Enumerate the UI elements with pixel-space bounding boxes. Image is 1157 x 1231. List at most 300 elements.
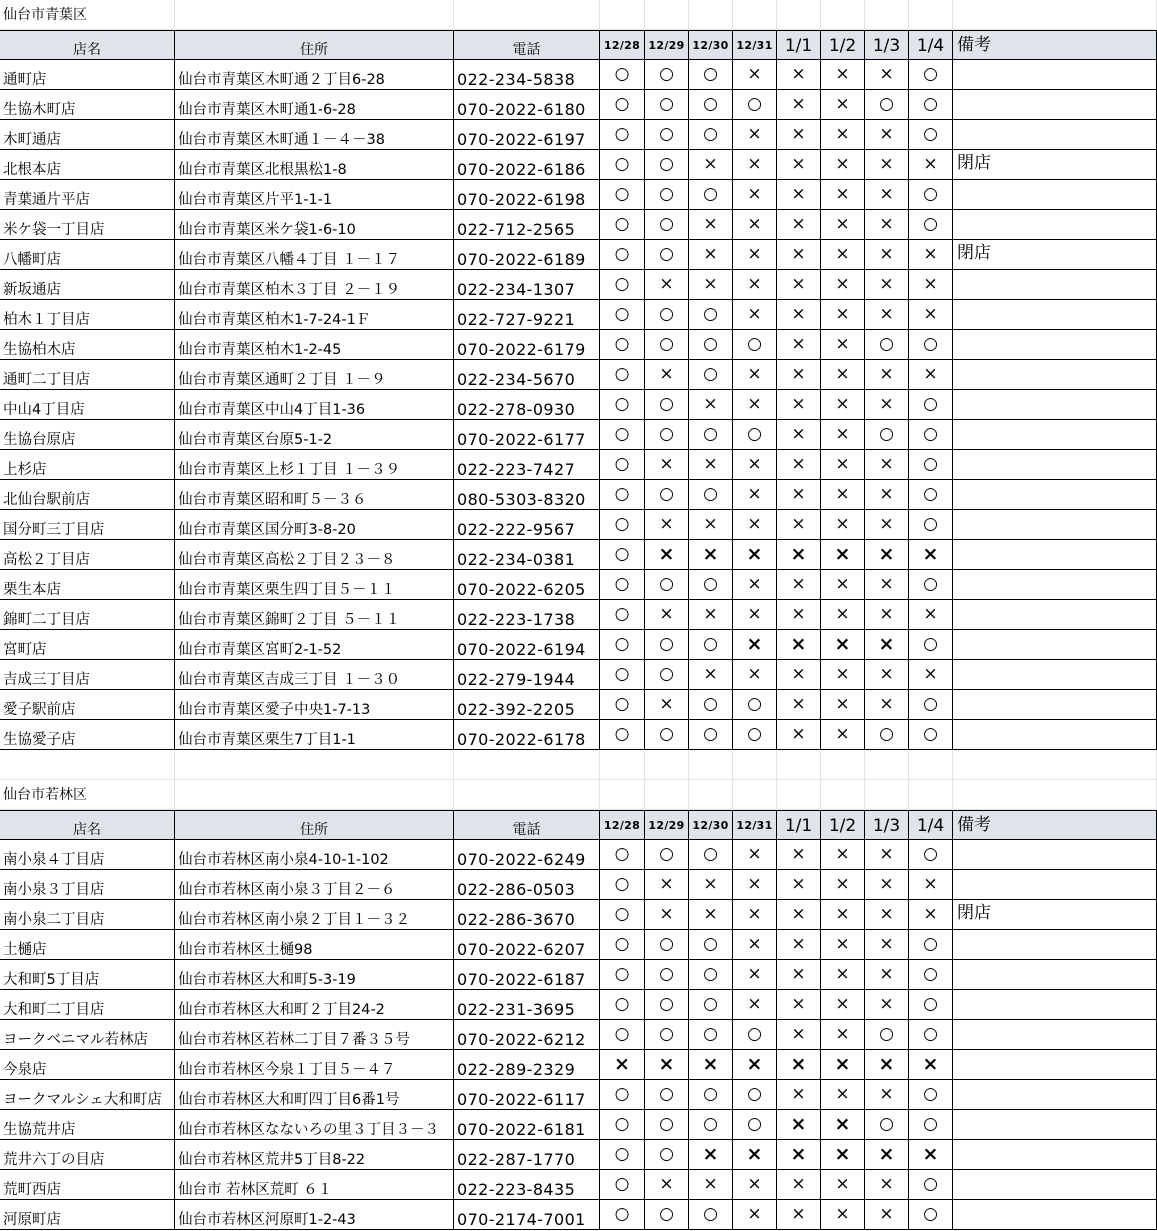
address-cell[interactable]: 仙台市若林区なないろの里３丁目３－３: [175, 1110, 454, 1140]
note-cell[interactable]: [953, 600, 1157, 630]
phone-cell[interactable]: 022-234-0381: [454, 540, 600, 570]
open-mark-cell[interactable]: ○: [909, 630, 953, 660]
header-note[interactable]: 備考: [953, 810, 1157, 840]
closed-mark-cell[interactable]: ×: [733, 240, 777, 270]
open-mark-cell[interactable]: ○: [645, 1140, 689, 1170]
open-mark-cell[interactable]: ○: [645, 960, 689, 990]
closed-mark-cell[interactable]: ×: [821, 150, 865, 180]
open-mark-cell[interactable]: ○: [600, 120, 645, 150]
open-mark-cell[interactable]: ○: [689, 1110, 733, 1140]
closed-mark-cell[interactable]: ×: [821, 630, 865, 660]
closed-mark-cell[interactable]: ×: [909, 1140, 953, 1170]
note-cell[interactable]: [953, 1080, 1157, 1110]
header-date[interactable]: 1/3: [865, 810, 909, 840]
closed-mark-cell[interactable]: ×: [777, 420, 821, 450]
header-date[interactable]: 1/4: [909, 810, 953, 840]
address-cell[interactable]: 仙台市青葉区片平1-1-1: [175, 180, 454, 210]
closed-mark-cell[interactable]: ×: [733, 990, 777, 1020]
open-mark-cell[interactable]: ○: [909, 330, 953, 360]
empty-cell[interactable]: [689, 0, 733, 30]
phone-cell[interactable]: 070-2022-6205: [454, 570, 600, 600]
header-phone[interactable]: 電話: [454, 810, 600, 840]
address-cell[interactable]: 仙台市青葉区木町通１－４－38: [175, 120, 454, 150]
note-cell[interactable]: [953, 180, 1157, 210]
closed-mark-cell[interactable]: ×: [821, 510, 865, 540]
address-cell[interactable]: 仙台市青葉区錦町２丁目 ５－１１: [175, 600, 454, 630]
closed-mark-cell[interactable]: ×: [865, 960, 909, 990]
closed-mark-cell[interactable]: ×: [777, 540, 821, 570]
closed-mark-cell[interactable]: ×: [777, 690, 821, 720]
closed-mark-cell[interactable]: ×: [909, 150, 953, 180]
closed-mark-cell[interactable]: ×: [777, 900, 821, 930]
store-name-cell[interactable]: ヨークマルシェ大和町店: [0, 1080, 175, 1110]
address-cell[interactable]: 仙台市青葉区柏木1-7-24-1Ｆ: [175, 300, 454, 330]
closed-mark-cell[interactable]: ×: [733, 570, 777, 600]
open-mark-cell[interactable]: ○: [689, 180, 733, 210]
empty-cell[interactable]: [645, 0, 689, 30]
store-name-cell[interactable]: ヨークベニマル若林店: [0, 1020, 175, 1050]
empty-cell[interactable]: [953, 780, 1157, 810]
closed-mark-cell[interactable]: ×: [689, 210, 733, 240]
open-mark-cell[interactable]: ○: [909, 90, 953, 120]
open-mark-cell[interactable]: ○: [909, 120, 953, 150]
phone-cell[interactable]: 022-279-1944: [454, 660, 600, 690]
closed-mark-cell[interactable]: ×: [733, 360, 777, 390]
phone-cell[interactable]: 022-278-0930: [454, 390, 600, 420]
store-name-cell[interactable]: 宮町店: [0, 630, 175, 660]
open-mark-cell[interactable]: ○: [689, 630, 733, 660]
store-name-cell[interactable]: 大和町二丁目店: [0, 990, 175, 1020]
closed-mark-cell[interactable]: ×: [645, 600, 689, 630]
phone-cell[interactable]: 070-2022-6178: [454, 720, 600, 750]
closed-mark-cell[interactable]: ×: [865, 660, 909, 690]
address-cell[interactable]: 仙台市若林区大和町四丁目6番1号: [175, 1080, 454, 1110]
header-date[interactable]: 1/1: [777, 30, 821, 60]
store-name-cell[interactable]: 木町通店: [0, 120, 175, 150]
closed-mark-cell[interactable]: ×: [821, 240, 865, 270]
address-cell[interactable]: 仙台市 若林区荒町 ６１: [175, 1170, 454, 1200]
closed-mark-cell[interactable]: ×: [689, 510, 733, 540]
address-cell[interactable]: 仙台市若林区土樋98: [175, 930, 454, 960]
closed-mark-cell[interactable]: ×: [777, 330, 821, 360]
open-mark-cell[interactable]: ○: [689, 420, 733, 450]
note-cell[interactable]: 閉店: [953, 900, 1157, 930]
closed-mark-cell[interactable]: ×: [733, 60, 777, 90]
empty-cell[interactable]: [175, 0, 454, 30]
closed-mark-cell[interactable]: ×: [865, 570, 909, 600]
open-mark-cell[interactable]: ○: [909, 1170, 953, 1200]
address-cell[interactable]: 仙台市若林区若林二丁目７番３５号: [175, 1020, 454, 1050]
closed-mark-cell[interactable]: ×: [777, 630, 821, 660]
open-mark-cell[interactable]: ○: [600, 450, 645, 480]
closed-mark-cell[interactable]: ×: [689, 390, 733, 420]
closed-mark-cell[interactable]: ×: [777, 300, 821, 330]
store-name-cell[interactable]: 八幡町店: [0, 240, 175, 270]
open-mark-cell[interactable]: ○: [909, 1080, 953, 1110]
closed-mark-cell[interactable]: ×: [733, 270, 777, 300]
open-mark-cell[interactable]: ○: [645, 480, 689, 510]
closed-mark-cell[interactable]: ×: [865, 600, 909, 630]
open-mark-cell[interactable]: ○: [645, 210, 689, 240]
note-cell[interactable]: [953, 660, 1157, 690]
store-name-cell[interactable]: 今泉店: [0, 1050, 175, 1080]
closed-mark-cell[interactable]: ×: [865, 180, 909, 210]
phone-cell[interactable]: 022-712-2565: [454, 210, 600, 240]
empty-cell[interactable]: [733, 0, 777, 30]
open-mark-cell[interactable]: ○: [733, 1110, 777, 1140]
address-cell[interactable]: 仙台市青葉区八幡４丁目 １－１７: [175, 240, 454, 270]
closed-mark-cell[interactable]: ×: [865, 210, 909, 240]
header-phone[interactable]: 電話: [454, 30, 600, 60]
address-cell[interactable]: 仙台市青葉区米ケ袋1-6-10: [175, 210, 454, 240]
note-cell[interactable]: [953, 120, 1157, 150]
open-mark-cell[interactable]: ○: [645, 660, 689, 690]
closed-mark-cell[interactable]: ×: [821, 1020, 865, 1050]
closed-mark-cell[interactable]: ×: [865, 360, 909, 390]
store-name-cell[interactable]: 荒井六丁の目店: [0, 1140, 175, 1170]
empty-cell[interactable]: [865, 780, 909, 810]
empty-cell[interactable]: [733, 780, 777, 810]
closed-mark-cell[interactable]: ×: [865, 900, 909, 930]
open-mark-cell[interactable]: ○: [909, 450, 953, 480]
closed-mark-cell[interactable]: ×: [733, 1140, 777, 1170]
store-name-cell[interactable]: 荒町西店: [0, 1170, 175, 1200]
closed-mark-cell[interactable]: ×: [865, 630, 909, 660]
store-name-cell[interactable]: 南小泉４丁目店: [0, 840, 175, 870]
empty-cell[interactable]: [689, 780, 733, 810]
closed-mark-cell[interactable]: ×: [821, 330, 865, 360]
open-mark-cell[interactable]: ○: [865, 720, 909, 750]
closed-mark-cell[interactable]: ×: [821, 270, 865, 300]
open-mark-cell[interactable]: ○: [909, 420, 953, 450]
address-cell[interactable]: 仙台市青葉区吉成三丁目 １－３０: [175, 660, 454, 690]
closed-mark-cell[interactable]: ×: [821, 690, 865, 720]
phone-cell[interactable]: 080-5303-8320: [454, 480, 600, 510]
empty-cell[interactable]: [600, 0, 645, 30]
note-cell[interactable]: [953, 840, 1157, 870]
store-name-cell[interactable]: 吉成三丁目店: [0, 660, 175, 690]
open-mark-cell[interactable]: ○: [600, 480, 645, 510]
open-mark-cell[interactable]: ○: [645, 420, 689, 450]
note-cell[interactable]: [953, 990, 1157, 1020]
closed-mark-cell[interactable]: ×: [777, 150, 821, 180]
phone-cell[interactable]: 022-392-2205: [454, 690, 600, 720]
closed-mark-cell[interactable]: ×: [865, 390, 909, 420]
closed-mark-cell[interactable]: ×: [689, 150, 733, 180]
closed-mark-cell[interactable]: ×: [733, 1200, 777, 1230]
closed-mark-cell[interactable]: ×: [821, 1140, 865, 1170]
closed-mark-cell[interactable]: ×: [821, 60, 865, 90]
phone-cell[interactable]: 022-234-1307: [454, 270, 600, 300]
closed-mark-cell[interactable]: ×: [733, 930, 777, 960]
closed-mark-cell[interactable]: ×: [689, 600, 733, 630]
address-cell[interactable]: 仙台市青葉区木町通２丁目6-28: [175, 60, 454, 90]
closed-mark-cell[interactable]: ×: [821, 900, 865, 930]
open-mark-cell[interactable]: ○: [689, 570, 733, 600]
phone-cell[interactable]: 022-223-1738: [454, 600, 600, 630]
closed-mark-cell[interactable]: ×: [777, 870, 821, 900]
closed-mark-cell[interactable]: ×: [733, 960, 777, 990]
open-mark-cell[interactable]: ○: [645, 720, 689, 750]
phone-cell[interactable]: 022-234-5670: [454, 360, 600, 390]
phone-cell[interactable]: 070-2174-7001: [454, 1200, 600, 1230]
address-cell[interactable]: 仙台市青葉区愛子中央1-7-13: [175, 690, 454, 720]
closed-mark-cell[interactable]: ×: [821, 930, 865, 960]
header-date[interactable]: 12/29: [645, 810, 689, 840]
address-cell[interactable]: 仙台市青葉区木町通1-6-28: [175, 90, 454, 120]
closed-mark-cell[interactable]: ×: [733, 900, 777, 930]
closed-mark-cell[interactable]: ×: [821, 420, 865, 450]
open-mark-cell[interactable]: ○: [689, 360, 733, 390]
open-mark-cell[interactable]: ○: [909, 510, 953, 540]
address-cell[interactable]: 仙台市若林区大和町２丁目24-2: [175, 990, 454, 1020]
open-mark-cell[interactable]: ○: [909, 690, 953, 720]
note-cell[interactable]: [953, 1050, 1157, 1080]
note-cell[interactable]: [953, 360, 1157, 390]
open-mark-cell[interactable]: ○: [909, 180, 953, 210]
closed-mark-cell[interactable]: ×: [733, 1050, 777, 1080]
open-mark-cell[interactable]: ○: [909, 960, 953, 990]
store-name-cell[interactable]: 錦町二丁目店: [0, 600, 175, 630]
closed-mark-cell[interactable]: ×: [733, 180, 777, 210]
phone-cell[interactable]: 022-231-3695: [454, 990, 600, 1020]
store-name-cell[interactable]: 国分町三丁目店: [0, 510, 175, 540]
closed-mark-cell[interactable]: ×: [821, 570, 865, 600]
closed-mark-cell[interactable]: ×: [909, 240, 953, 270]
open-mark-cell[interactable]: ○: [600, 630, 645, 660]
closed-mark-cell[interactable]: ×: [689, 870, 733, 900]
open-mark-cell[interactable]: ○: [600, 930, 645, 960]
note-cell[interactable]: [953, 570, 1157, 600]
closed-mark-cell[interactable]: ×: [821, 480, 865, 510]
note-cell[interactable]: [953, 540, 1157, 570]
address-cell[interactable]: 仙台市青葉区栗生四丁目５－１１: [175, 570, 454, 600]
open-mark-cell[interactable]: ○: [600, 720, 645, 750]
closed-mark-cell[interactable]: ×: [865, 930, 909, 960]
empty-cell[interactable]: [454, 750, 600, 780]
note-cell[interactable]: [953, 60, 1157, 90]
open-mark-cell[interactable]: ○: [865, 420, 909, 450]
open-mark-cell[interactable]: ○: [600, 90, 645, 120]
open-mark-cell[interactable]: ○: [600, 990, 645, 1020]
open-mark-cell[interactable]: ○: [689, 1080, 733, 1110]
empty-cell[interactable]: [865, 0, 909, 30]
closed-mark-cell[interactable]: ×: [821, 1110, 865, 1140]
closed-mark-cell[interactable]: ×: [909, 300, 953, 330]
store-name-cell[interactable]: 河原町店: [0, 1200, 175, 1230]
open-mark-cell[interactable]: ○: [865, 1110, 909, 1140]
closed-mark-cell[interactable]: ×: [645, 690, 689, 720]
note-cell[interactable]: 閉店: [953, 150, 1157, 180]
header-date[interactable]: 12/30: [689, 30, 733, 60]
closed-mark-cell[interactable]: ×: [733, 150, 777, 180]
open-mark-cell[interactable]: ○: [689, 930, 733, 960]
open-mark-cell[interactable]: ○: [909, 1200, 953, 1230]
closed-mark-cell[interactable]: ×: [777, 210, 821, 240]
closed-mark-cell[interactable]: ×: [777, 270, 821, 300]
open-mark-cell[interactable]: ○: [600, 600, 645, 630]
address-cell[interactable]: 仙台市若林区今泉１丁目５－４７: [175, 1050, 454, 1080]
section-title[interactable]: 仙台市若林区: [0, 780, 175, 810]
open-mark-cell[interactable]: ○: [600, 540, 645, 570]
open-mark-cell[interactable]: ○: [689, 990, 733, 1020]
closed-mark-cell[interactable]: ×: [821, 450, 865, 480]
open-mark-cell[interactable]: ○: [645, 300, 689, 330]
closed-mark-cell[interactable]: ×: [821, 540, 865, 570]
open-mark-cell[interactable]: ○: [600, 870, 645, 900]
store-name-cell[interactable]: 南小泉二丁目店: [0, 900, 175, 930]
address-cell[interactable]: 仙台市青葉区高松２丁目２３－８: [175, 540, 454, 570]
phone-cell[interactable]: 022-234-5838: [454, 60, 600, 90]
open-mark-cell[interactable]: ○: [645, 1200, 689, 1230]
closed-mark-cell[interactable]: ×: [821, 960, 865, 990]
closed-mark-cell[interactable]: ×: [645, 360, 689, 390]
closed-mark-cell[interactable]: ×: [821, 720, 865, 750]
open-mark-cell[interactable]: ○: [600, 270, 645, 300]
closed-mark-cell[interactable]: ×: [865, 1080, 909, 1110]
closed-mark-cell[interactable]: ×: [645, 270, 689, 300]
closed-mark-cell[interactable]: ×: [645, 870, 689, 900]
phone-cell[interactable]: 070-2022-6212: [454, 1020, 600, 1050]
open-mark-cell[interactable]: ○: [600, 1170, 645, 1200]
header-date[interactable]: 1/4: [909, 30, 953, 60]
store-name-cell[interactable]: 通町店: [0, 60, 175, 90]
store-name-cell[interactable]: 土樋店: [0, 930, 175, 960]
open-mark-cell[interactable]: ○: [645, 150, 689, 180]
closed-mark-cell[interactable]: ×: [865, 1050, 909, 1080]
empty-cell[interactable]: [953, 0, 1157, 30]
closed-mark-cell[interactable]: ×: [733, 450, 777, 480]
store-name-cell[interactable]: 愛子駅前店: [0, 690, 175, 720]
note-cell[interactable]: [953, 420, 1157, 450]
closed-mark-cell[interactable]: ×: [909, 870, 953, 900]
store-name-cell[interactable]: 通町二丁目店: [0, 360, 175, 390]
open-mark-cell[interactable]: ○: [600, 180, 645, 210]
empty-cell[interactable]: [953, 750, 1157, 780]
header-store[interactable]: 店名: [0, 30, 175, 60]
empty-cell[interactable]: [777, 780, 821, 810]
closed-mark-cell[interactable]: ×: [821, 990, 865, 1020]
closed-mark-cell[interactable]: ×: [689, 660, 733, 690]
open-mark-cell[interactable]: ○: [909, 480, 953, 510]
phone-cell[interactable]: 070-2022-6177: [454, 420, 600, 450]
closed-mark-cell[interactable]: ×: [909, 600, 953, 630]
note-cell[interactable]: [953, 1140, 1157, 1170]
empty-cell[interactable]: [909, 750, 953, 780]
open-mark-cell[interactable]: ○: [909, 840, 953, 870]
open-mark-cell[interactable]: ○: [600, 210, 645, 240]
open-mark-cell[interactable]: ○: [733, 720, 777, 750]
closed-mark-cell[interactable]: ×: [821, 120, 865, 150]
open-mark-cell[interactable]: ○: [645, 1110, 689, 1140]
address-cell[interactable]: 仙台市若林区南小泉4-10-1-102: [175, 840, 454, 870]
open-mark-cell[interactable]: ○: [689, 90, 733, 120]
note-cell[interactable]: [953, 930, 1157, 960]
open-mark-cell[interactable]: ○: [689, 690, 733, 720]
empty-cell[interactable]: [600, 750, 645, 780]
open-mark-cell[interactable]: ○: [600, 1140, 645, 1170]
closed-mark-cell[interactable]: ×: [689, 540, 733, 570]
closed-mark-cell[interactable]: ×: [909, 660, 953, 690]
header-date[interactable]: 12/30: [689, 810, 733, 840]
store-name-cell[interactable]: 柏木１丁目店: [0, 300, 175, 330]
open-mark-cell[interactable]: ○: [600, 570, 645, 600]
empty-cell[interactable]: [821, 750, 865, 780]
open-mark-cell[interactable]: ○: [645, 330, 689, 360]
closed-mark-cell[interactable]: ×: [777, 480, 821, 510]
open-mark-cell[interactable]: ○: [645, 90, 689, 120]
closed-mark-cell[interactable]: ×: [733, 210, 777, 240]
note-cell[interactable]: [953, 90, 1157, 120]
store-name-cell[interactable]: 生協木町店: [0, 90, 175, 120]
note-cell[interactable]: [953, 870, 1157, 900]
closed-mark-cell[interactable]: ×: [733, 1170, 777, 1200]
open-mark-cell[interactable]: ○: [600, 690, 645, 720]
phone-cell[interactable]: 070-2022-6197: [454, 120, 600, 150]
phone-cell[interactable]: 022-223-7427: [454, 450, 600, 480]
empty-cell[interactable]: [821, 0, 865, 30]
open-mark-cell[interactable]: ○: [600, 330, 645, 360]
note-cell[interactable]: [953, 510, 1157, 540]
closed-mark-cell[interactable]: ×: [733, 840, 777, 870]
open-mark-cell[interactable]: ○: [645, 570, 689, 600]
store-name-cell[interactable]: 北根本店: [0, 150, 175, 180]
open-mark-cell[interactable]: ○: [600, 660, 645, 690]
open-mark-cell[interactable]: ○: [689, 1020, 733, 1050]
open-mark-cell[interactable]: ○: [600, 1080, 645, 1110]
phone-cell[interactable]: 022-222-9567: [454, 510, 600, 540]
open-mark-cell[interactable]: ○: [600, 960, 645, 990]
empty-cell[interactable]: [689, 750, 733, 780]
closed-mark-cell[interactable]: ×: [865, 1140, 909, 1170]
closed-mark-cell[interactable]: ×: [645, 540, 689, 570]
empty-cell[interactable]: [175, 780, 454, 810]
address-cell[interactable]: 仙台市青葉区中山4丁目1-36: [175, 390, 454, 420]
empty-cell[interactable]: [777, 0, 821, 30]
open-mark-cell[interactable]: ○: [909, 990, 953, 1020]
closed-mark-cell[interactable]: ×: [865, 60, 909, 90]
closed-mark-cell[interactable]: ×: [777, 1170, 821, 1200]
phone-cell[interactable]: 022-286-0503: [454, 870, 600, 900]
closed-mark-cell[interactable]: ×: [777, 450, 821, 480]
open-mark-cell[interactable]: ○: [600, 1110, 645, 1140]
open-mark-cell[interactable]: ○: [865, 330, 909, 360]
closed-mark-cell[interactable]: ×: [777, 960, 821, 990]
open-mark-cell[interactable]: ○: [689, 1200, 733, 1230]
empty-cell[interactable]: [600, 780, 645, 810]
note-cell[interactable]: [953, 210, 1157, 240]
header-date[interactable]: 1/2: [821, 30, 865, 60]
header-date[interactable]: 1/1: [777, 810, 821, 840]
closed-mark-cell[interactable]: ×: [777, 120, 821, 150]
closed-mark-cell[interactable]: ×: [689, 1050, 733, 1080]
note-cell[interactable]: [953, 300, 1157, 330]
closed-mark-cell[interactable]: ×: [777, 360, 821, 390]
closed-mark-cell[interactable]: ×: [689, 450, 733, 480]
header-date[interactable]: 12/29: [645, 30, 689, 60]
closed-mark-cell[interactable]: ×: [777, 1110, 821, 1140]
note-cell[interactable]: [953, 1110, 1157, 1140]
closed-mark-cell[interactable]: ×: [821, 90, 865, 120]
closed-mark-cell[interactable]: ×: [733, 870, 777, 900]
header-note[interactable]: 備考: [953, 30, 1157, 60]
closed-mark-cell[interactable]: ×: [777, 180, 821, 210]
empty-cell[interactable]: [175, 750, 454, 780]
address-cell[interactable]: 仙台市青葉区昭和町５－３６: [175, 480, 454, 510]
store-name-cell[interactable]: 生協愛子店: [0, 720, 175, 750]
closed-mark-cell[interactable]: ×: [777, 660, 821, 690]
closed-mark-cell[interactable]: ×: [689, 1140, 733, 1170]
